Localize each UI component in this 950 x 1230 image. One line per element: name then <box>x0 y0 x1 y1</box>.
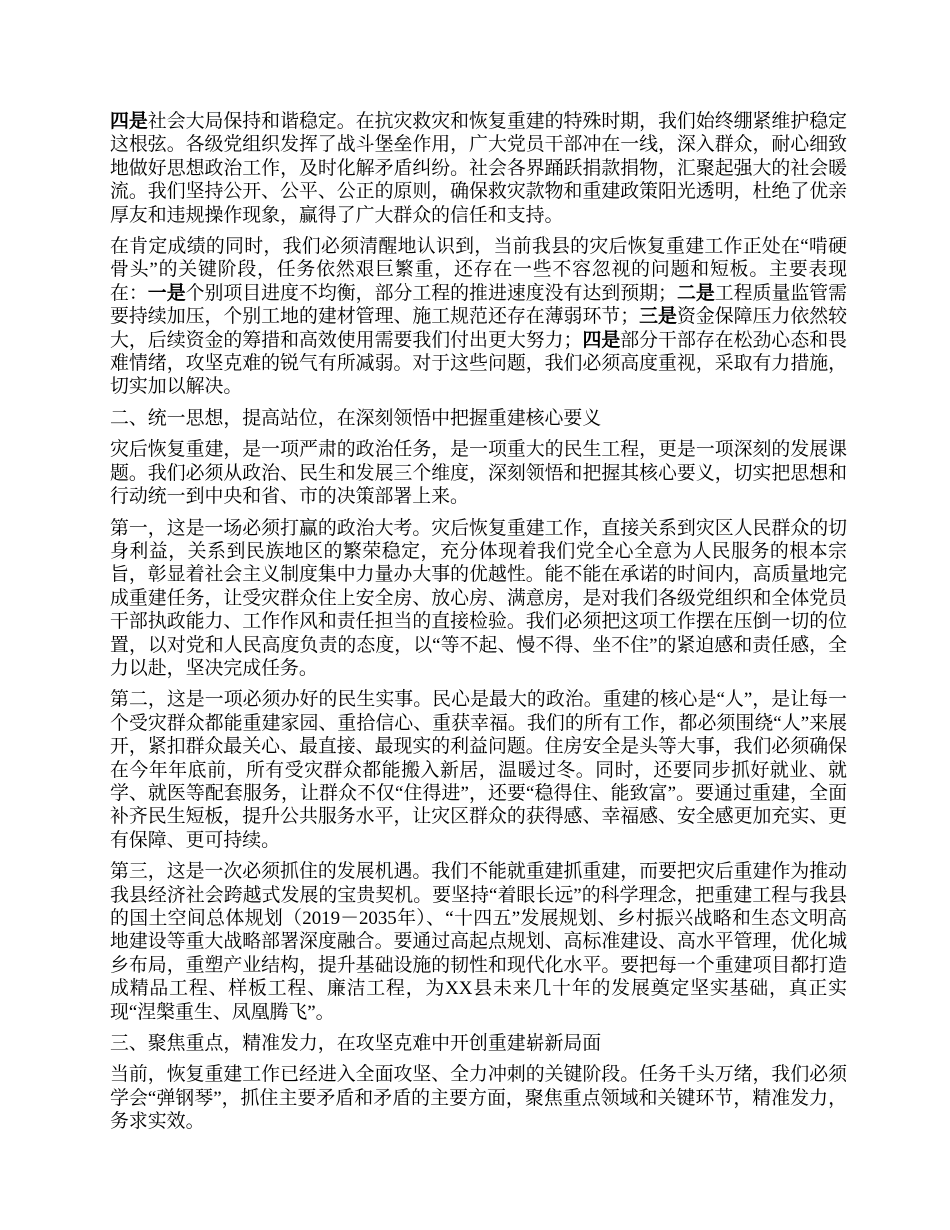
paragraph <box>110 517 847 681</box>
text-run: 第一，这是一场必须打赢的政治大考。灾后恢复重建工作，直接关系到灾区人民群众的切身利益，关系到民族地区的繁荣稳定，充分体现着我们党全心全意为人民服务的根本宗旨，彰显着社会主义制度集中力量办大事的优越性。能不能在承诺的时间内，高质量地完成重建任务，让受灾群众住上安全房、放心房、满意房，是对我们各级党组织和全体党员干部执政能力、工作作风和责任担当的直接检验。我们必须把这项工作摆在压倒一切的位置，以对党和人民高度负责的态度，以“等不起、慢不得、坐不住”的紧迫感和责任感，全力以赴，坚决完成任务。 <box>110 517 847 679</box>
bold-text-run: 一是 <box>147 282 186 304</box>
document-body <box>110 110 847 1134</box>
paragraph <box>110 438 847 508</box>
bold-text-run: 三是 <box>639 306 677 328</box>
paragraph <box>110 1063 847 1133</box>
bold-text-run: 四是 <box>582 329 621 351</box>
paragraph <box>110 688 847 852</box>
bold-text-run: 二是 <box>676 282 715 304</box>
text-run: 资金保障压力依然较大，后续资金的筹措和高效使用需要我们付出更大努力； <box>110 306 848 351</box>
text-run: 当前，恢复重建工作已经进入全面攻坚、全力冲刺的关键阶段。任务千头万绪，我们必须学会“弹钢琴”，抓住主要矛盾和矛盾的主要方面，聚焦重点领域和关键环节，精准发力，务求实效。 <box>110 1064 847 1133</box>
text-run: 三、聚焦重点，精准发力，在攻坚克难中开创重建崭新局面 <box>110 1033 602 1055</box>
section-heading <box>110 1032 847 1055</box>
paragraph <box>110 860 847 1024</box>
text-run: 工程质量监管需要持续加压，个别工地的建材管理、施工规范还存在薄弱环节； <box>110 282 848 328</box>
bold-text-run: 四是 <box>110 111 148 132</box>
paragraph <box>110 110 847 227</box>
text-run: 第二，这是一项必须办好的民生实事。民心是最大的政治。重建的核心是“人”，是让每一个受灾群众都能重建家园、重拾信心、重获幸福。我们的所有工作，都必须围绕“人”来展开，紧扣群众最关心、最直接、最现实的利益问题。住房安全是头等大事，我们必须确保在今年年底前，所有受灾群众都能搬入新居，温暖过冬。同时，还要同步抓好就业、就学、就医等配套服务，让群众不仅“住得进”，还要“稳得住、能致富”。要通过重建，全面补齐民生短板，提升公共服务水平，让灾区群众的获得感、幸福感、安全感更加充实、更有保障、更可持续。 <box>110 689 847 851</box>
text-run: 部分干部存在松劲心态和畏难情绪，攻坚克难的锐气有所减弱。对于这些问题，我们必须高度重视，采取有力措施，切实加以解决。 <box>110 329 848 398</box>
text-run: 在肯定成绩的同时，我们必须清醒地认识到，当前我县的灾后恢复重建工作正处在“啃硬骨头”的关键阶段，任务依然艰巨繁重，还存在一些不容忽视的问题和短板。主要表现在： <box>110 236 847 304</box>
text-run: 第三，这是一次必须抓住的发展机遇。我们不能就重建抓重建，而要把灾后重建作为推动我县经济社会跨越式发展的宝贵契机。要坚持“着眼长远”的科学理念，把重建工程与我县的国土空间总体规划（2019－2035年）、“十四五”发展规划、乡村振兴战略和生态文明高地建设等重大战略部署深度融合。要通过高起点规划、高标准建设、高水平管理，优化城乡布局，重塑产业结构，提升基础设施的韧性和现代化水平。要把每一个重建项目都打造成精品工程、样板工程、廉洁工程，为XX县未来几十年的发展奠定坚实基础，真正实现“涅槃重生、凤凰腾飞”。 <box>110 861 847 1023</box>
text-run: 社会大局保持和谐稳定。在抗灾救灾和恢复重建的特殊时期，我们始终绷紧维护稳定这根弦。各级党组织发挥了战斗堡垒作用，广大党员干部冲在一线，深入群众，耐心细致地做好思想政治工作，及时化解矛盾纠纷。社会各界踊跃捐款捐物，汇聚起强大的社会暖流。我们坚持公开、公平、公正的原则，确保救灾款物和重建政策阳光透明，杜绝了优亲厚友和违规操作现象，赢得了广大群众的信任和支持。 <box>110 111 848 226</box>
text-run: 灾后恢复重建，是一项严肃的政治任务，是一项重大的民生工程，更是一项深刻的发展课题。我们必须从政治、民生和发展三个维度，深刻领悟和把握其核心要义，切实把思想和行动统一到中央和省、市的决策部署上来。 <box>110 439 847 508</box>
section-heading <box>110 407 847 430</box>
paragraph <box>110 235 847 399</box>
text-run: 个别项目进度不均衡，部分工程的推进速度没有达到预期； <box>185 282 677 304</box>
text-run: 二、统一思想，提高站位，在深刻领悟中把握重建核心要义 <box>110 407 602 429</box>
